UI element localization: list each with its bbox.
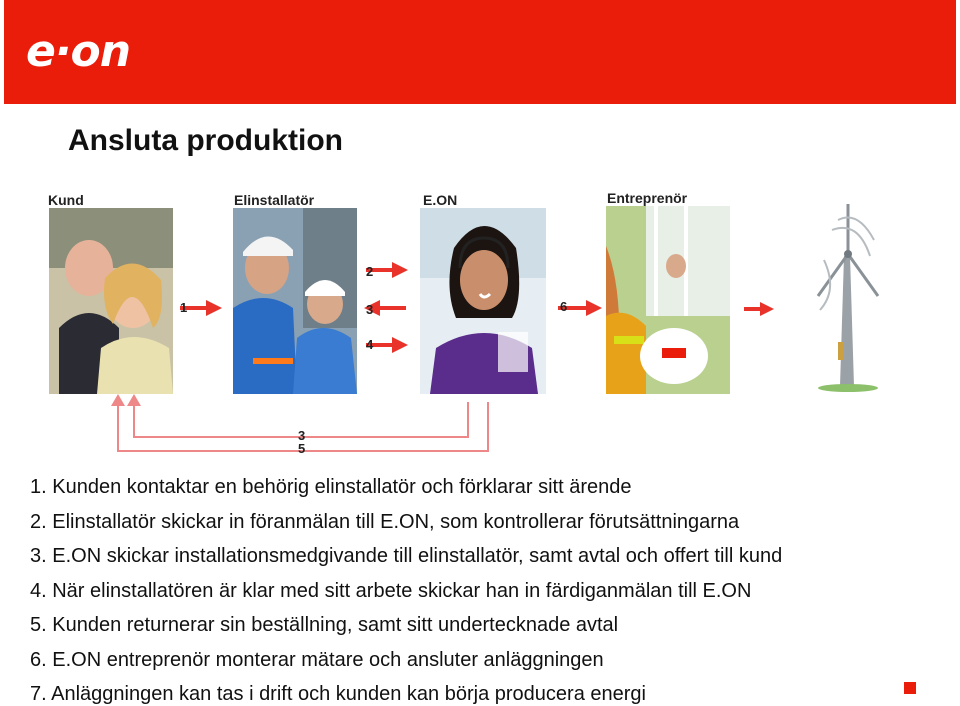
wind-turbine-icon xyxy=(808,200,896,392)
flow-number-2: 2 xyxy=(366,264,374,279)
arrow-right-icon xyxy=(744,302,774,316)
flow-number-return-5: 5 xyxy=(298,441,306,456)
page-title: Ansluta produktion xyxy=(68,124,343,157)
photo-elinstallator xyxy=(233,208,357,394)
step-item: 3. E.ON skickar installationsmedgivande till elinstallatör, samt avtal och offert till kund xyxy=(30,545,783,567)
flow-number-return-3: 3 xyxy=(298,428,306,443)
step-item: 5. Kunden returnerar sin beställning, samt sitt undertecknade avtal xyxy=(30,614,619,636)
arrow-up-icon xyxy=(127,394,141,406)
label-eon: E.ON xyxy=(423,192,458,208)
photo-entreprenor xyxy=(606,206,730,394)
step-item: 6. E.ON entreprenör monterar mätare och ansluter anläggningen xyxy=(30,648,604,671)
step-item: 2. Elinstallatör skickar in föranmälan till E.ON, som kontrollerar förutsättningarna xyxy=(30,510,740,533)
flow-number-6: 6 xyxy=(560,299,568,314)
eon-logo: e·on xyxy=(26,26,131,77)
flow-number-1: 1 xyxy=(180,300,188,315)
photo-kund xyxy=(49,208,173,394)
label-entreprenor: Entreprenör xyxy=(607,190,688,206)
label-elinstallator: Elinstallatör xyxy=(234,192,315,208)
step-item: 7. Anläggningen kan tas i drift och kunden kan börja producera energi xyxy=(30,683,646,705)
steps-list xyxy=(30,470,782,706)
step-item: 1. Kunden kontaktar en behörig elinstallatör och förklarar sitt ärende xyxy=(30,476,632,498)
corner-square-icon xyxy=(904,682,916,694)
step-item: 4. När elinstallatören är klar med sitt arbete skickar han in färdiganmälan till E.ON xyxy=(30,579,752,602)
arrow-up-icon xyxy=(111,394,125,406)
header-bar xyxy=(4,0,956,104)
flow-number-4: 4 xyxy=(366,337,374,352)
flow-number-3: 3 xyxy=(366,302,374,317)
label-kund: Kund xyxy=(48,192,84,208)
photo-eon xyxy=(420,208,546,394)
